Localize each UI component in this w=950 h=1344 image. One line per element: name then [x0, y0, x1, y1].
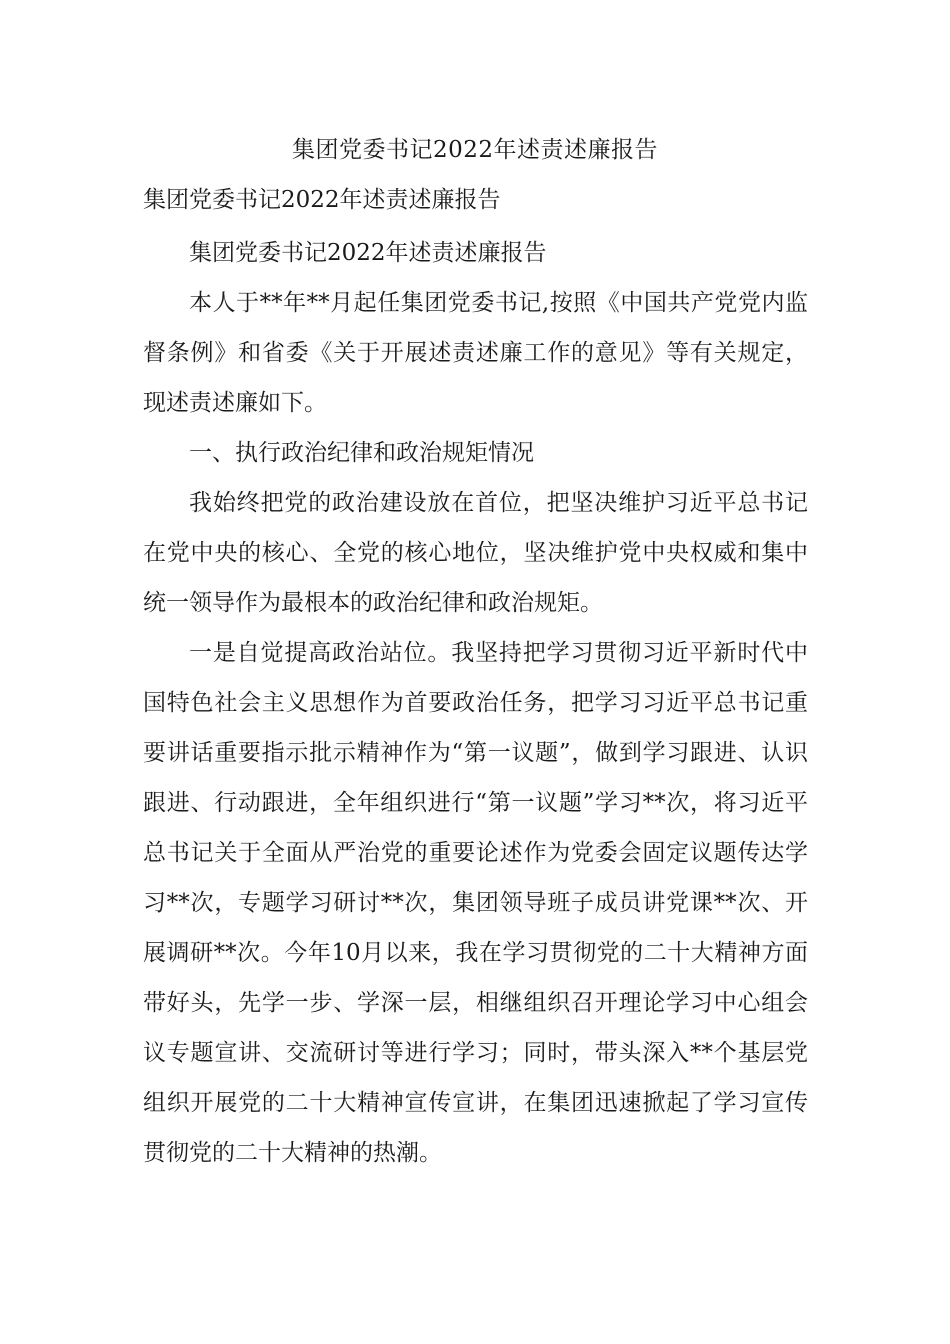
document-subtitle: 集团党委书记2022年述责述廉报告: [143, 187, 501, 213]
document-body: [143, 228, 808, 1178]
paragraph-intro: 本人于**年**月起任集团党委书记,按照《中国共产党党内监督条例》和省委《关于开展述责述廉工作的意见》等有关规定，现述责述廉如下。: [143, 290, 808, 416]
paragraph-heading: 集团党委书记2022年述责述廉报告: [189, 240, 547, 266]
paragraph-point-one: 一是自觉提高政治站位。我坚持把学习贯彻习近平新时代中国特色社会主义思想作为首要政治任务，把学习习近平总书记重要讲话重要指示批示精神作为“第一议题”，做到学习跟进、认识跟进、行动跟进，全年组织进行“第一议题”学习**次，将习近平总书记关于全面从严治党的重要论述作为党委会固定议题传达学习**次，专题学习研讨**次，集团领导班子成员讲党课**次、开展调研**次。今年10月以来，我在学习贯彻党的二十大精神方面带好头，先学一步、学深一层，相继组织召开理论学习中心组会议专题宣讲、交流研讨等进行学习；同时，带头深入**个基层党组织开展党的二十大精神宣传宣讲，在集团迅速掀起了学习宣传贯彻党的二十大精神的热潮。: [143, 640, 808, 1166]
section-heading: 一、执行政治纪律和政治规矩情况: [189, 440, 534, 466]
document-title: 集团党委书记2022年述责述廉报告: [291, 137, 659, 163]
paragraph-section-summary: 我始终把党的政治建设放在首位，把坚决维护习近平总书记在党中央的核心、全党的核心地位，坚决维护党中央权威和集中统一领导作为最根本的政治纪律和政治规矩。: [143, 490, 808, 616]
